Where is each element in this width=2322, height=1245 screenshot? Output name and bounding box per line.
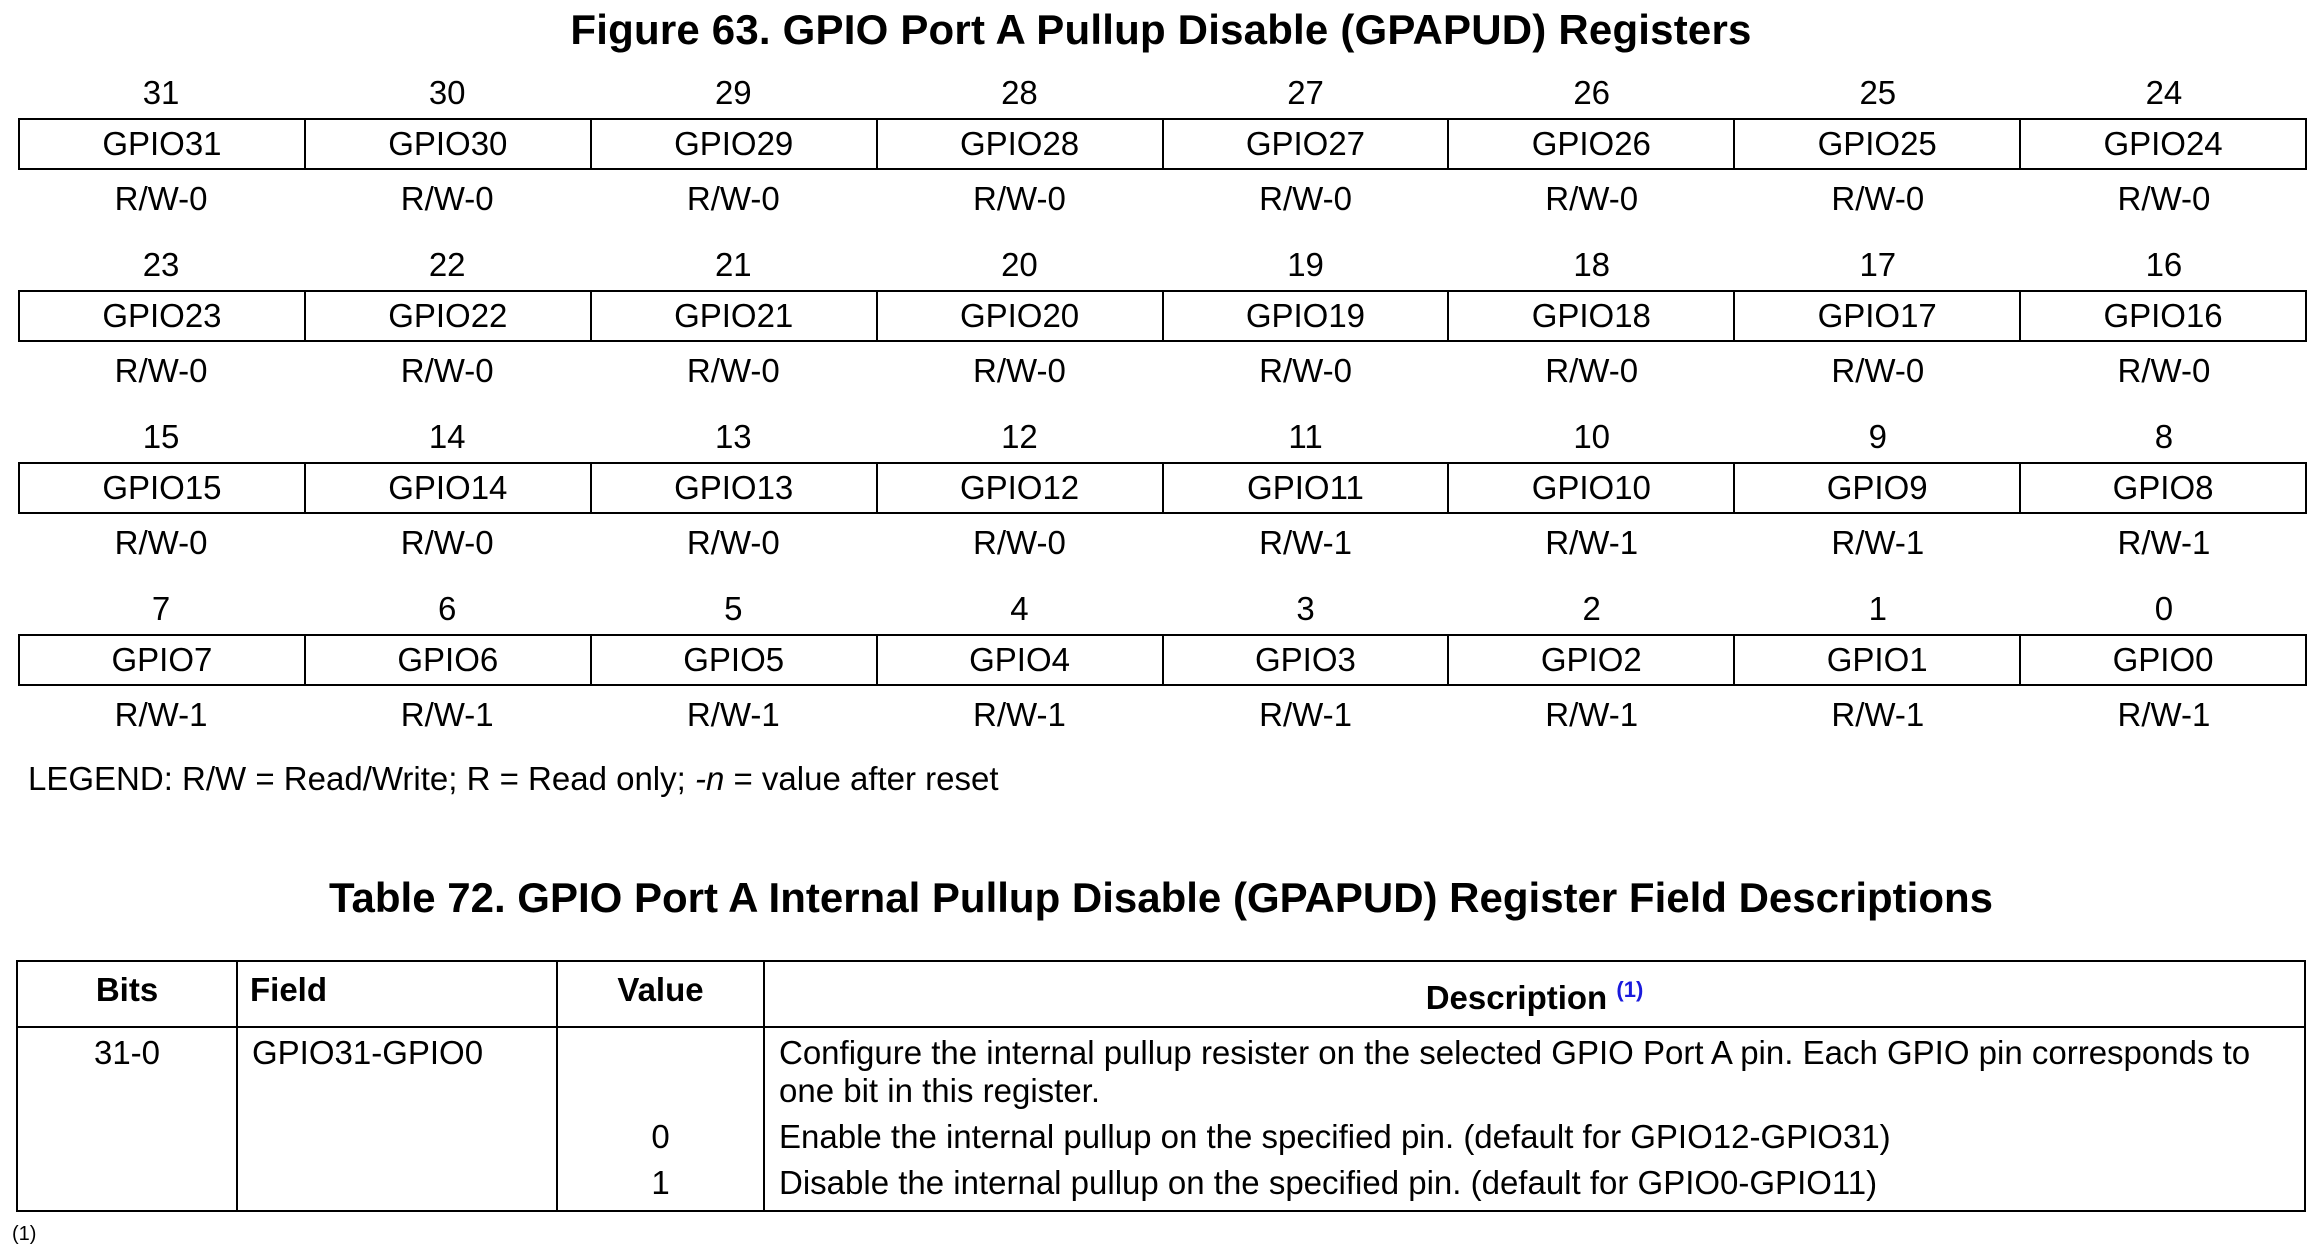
access-type-cell: R/W-0	[1831, 352, 1925, 389]
bit-number-cell: 8	[2154, 418, 2174, 455]
bit-number-cell: 10	[1573, 418, 1611, 455]
field-name-row	[18, 462, 2307, 514]
cell-field: GPIO31-GPIO0	[237, 1027, 557, 1114]
field-name-cell: GPIO14	[304, 464, 590, 512]
bit-number-cell: 0	[2154, 590, 2174, 627]
bit-number-cell: 2	[1582, 590, 1601, 627]
table-row	[17, 1160, 2305, 1211]
bit-number-cell: 1	[1868, 590, 1887, 627]
legend-suffix: = value after reset	[724, 760, 999, 797]
field-name-cell: GPIO2	[1447, 636, 1733, 684]
access-type-cell: R/W-1	[1831, 524, 1925, 561]
bit-number-cell: 19	[1287, 246, 1324, 283]
access-type-cell: R/W-1	[2117, 696, 2211, 733]
access-type-cell: R/W-0	[686, 180, 780, 217]
register-row-group	[18, 240, 2307, 400]
field-name-cell: GPIO22	[304, 292, 590, 340]
footnote-ref-link[interactable]: (1)	[1616, 977, 1644, 1002]
field-name-row	[18, 290, 2307, 342]
access-type-cell: R/W-0	[1831, 180, 1925, 217]
access-type-cell: R/W-1	[1831, 696, 1925, 733]
table-row	[17, 1027, 2305, 1114]
field-name-cell: GPIO6	[304, 636, 590, 684]
field-name-cell: GPIO16	[2019, 292, 2305, 340]
field-name-row	[18, 634, 2307, 686]
bit-number-row	[18, 584, 2307, 634]
field-name-cell: GPIO12	[876, 464, 1162, 512]
field-name-cell: GPIO18	[1447, 292, 1733, 340]
bit-number-cell: 3	[1296, 590, 1315, 627]
bit-number-cell: 6	[438, 590, 457, 627]
access-type-cell: R/W-0	[1259, 180, 1353, 217]
field-name-cell: GPIO7	[111, 641, 213, 678]
bit-number-cell: 27	[1287, 74, 1324, 111]
bit-number-cell: 14	[428, 418, 466, 455]
register-row-group	[18, 412, 2307, 572]
field-name-cell: GPIO5	[590, 636, 876, 684]
bit-number-cell: 5	[724, 590, 743, 627]
cell-bits	[17, 1160, 237, 1211]
access-type-cell: R/W-0	[972, 180, 1066, 217]
field-name-cell: GPIO9	[1733, 464, 2019, 512]
bit-number-cell: 9	[1868, 418, 1887, 455]
access-type-cell: R/W-1	[2117, 524, 2211, 561]
field-name-cell: GPIO24	[2019, 120, 2305, 168]
field-name-cell: GPIO25	[1733, 120, 2019, 168]
cell-field	[237, 1160, 557, 1211]
header-field: Field	[237, 961, 557, 1027]
access-type-cell: R/W-0	[1545, 180, 1639, 217]
access-type-cell: R/W-0	[400, 180, 494, 217]
access-type-cell: R/W-0	[400, 352, 494, 389]
field-name-cell: GPIO28	[876, 120, 1162, 168]
access-type-cell: R/W-0	[972, 352, 1066, 389]
table-title: Table 72. GPIO Port A Internal Pullup Disable (GPAPUD) Register Field Descriptions	[329, 874, 1993, 921]
bit-number-cell: 13	[714, 418, 752, 455]
bit-number-cell: 23	[142, 246, 180, 283]
access-type-row	[18, 342, 2307, 400]
field-name-cell: GPIO19	[1162, 292, 1448, 340]
field-name-row	[18, 118, 2307, 170]
figure-title: Figure 63. GPIO Port A Pullup Disable (GPAPUD) Registers	[570, 6, 1752, 53]
table-row	[17, 1114, 2305, 1160]
field-name-cell: GPIO29	[590, 120, 876, 168]
access-type-row	[18, 514, 2307, 572]
bit-number-cell: 21	[714, 246, 752, 283]
access-type-cell: R/W-0	[114, 352, 208, 389]
bit-number-cell: 29	[714, 74, 752, 111]
field-name-cell: GPIO20	[876, 292, 1162, 340]
header-description	[764, 961, 2305, 1027]
field-name-cell: GPIO1	[1733, 636, 2019, 684]
access-type-cell: R/W-1	[686, 696, 780, 733]
cell-value: 1	[557, 1160, 764, 1211]
access-type-row	[18, 170, 2307, 228]
field-name-cell: GPIO21	[590, 292, 876, 340]
access-type-cell: R/W-1	[1259, 524, 1353, 561]
table-header-row	[17, 961, 2305, 1027]
bit-number-row	[18, 412, 2307, 462]
field-descriptions-table	[16, 960, 2306, 1212]
access-type-cell: R/W-0	[686, 524, 780, 561]
access-type-cell: R/W-0	[686, 352, 780, 389]
cell-value: 0	[557, 1114, 764, 1160]
header-description-label: Description	[1425, 979, 1608, 1016]
field-name-cell: GPIO8	[2019, 464, 2305, 512]
bit-number-cell: 22	[428, 246, 466, 283]
bit-number-row	[18, 68, 2307, 118]
cell-field	[237, 1114, 557, 1160]
bit-number-cell: 25	[1859, 74, 1897, 111]
bit-number-cell: 30	[428, 74, 466, 111]
field-name-cell: GPIO17	[1733, 292, 2019, 340]
access-type-cell: R/W-0	[972, 524, 1066, 561]
cell-bits	[17, 1114, 237, 1160]
access-type-cell: R/W-1	[114, 696, 208, 733]
cell-bits: 31-0	[17, 1027, 237, 1114]
field-name-cell: GPIO11	[1162, 464, 1448, 512]
access-type-cell: R/W-1	[1545, 696, 1639, 733]
bit-number-cell: 4	[1010, 590, 1029, 627]
access-type-row	[18, 686, 2307, 744]
bit-number-cell: 26	[1573, 74, 1611, 111]
bit-number-cell: 15	[142, 418, 180, 455]
cell-description: Enable the internal pullup on the specified pin. (default for GPIO12-GPIO31)	[764, 1114, 2305, 1160]
access-type-cell: R/W-0	[1545, 352, 1639, 389]
bit-number-cell: 28	[1001, 74, 1038, 111]
bit-number-cell: 17	[1859, 246, 1897, 283]
bit-number-cell: 31	[142, 74, 180, 111]
access-type-cell: R/W-1	[400, 696, 494, 733]
register-row-group	[18, 584, 2307, 744]
field-name-cell: GPIO31	[102, 125, 222, 162]
access-type-cell: R/W-0	[1259, 352, 1353, 389]
cell-description: Disable the internal pullup on the specified pin. (default for GPIO0-GPIO11)	[764, 1160, 2305, 1211]
access-type-cell: R/W-1	[972, 696, 1066, 733]
access-type-cell: R/W-0	[2117, 180, 2211, 217]
legend-italic: -n	[694, 760, 725, 797]
access-type-cell: R/W-0	[114, 524, 208, 561]
field-name-cell: GPIO26	[1447, 120, 1733, 168]
bit-number-cell: 7	[151, 590, 171, 627]
field-name-cell: GPIO0	[2019, 636, 2305, 684]
access-type-cell: R/W-0	[2117, 352, 2211, 389]
field-name-cell: GPIO13	[590, 464, 876, 512]
access-type-cell: R/W-1	[1545, 524, 1639, 561]
legend	[28, 760, 999, 798]
field-name-cell: GPIO23	[102, 297, 222, 334]
field-name-cell: GPIO27	[1162, 120, 1448, 168]
cell-value	[557, 1027, 764, 1114]
access-type-cell: R/W-1	[1259, 696, 1353, 733]
bit-number-cell: 24	[2145, 74, 2183, 111]
bit-number-cell: 11	[1288, 418, 1323, 455]
field-name-cell: GPIO3	[1162, 636, 1448, 684]
header-value: Value	[557, 961, 764, 1027]
register-row-group	[18, 68, 2307, 228]
bit-number-cell: 12	[1001, 418, 1038, 455]
bit-number-cell: 18	[1573, 246, 1611, 283]
bit-number-row	[18, 240, 2307, 290]
field-name-cell: GPIO4	[876, 636, 1162, 684]
cell-description: Configure the internal pullup resister on the selected GPIO Port A pin. Each GPIO pin corresponds to one bit in this register.	[764, 1027, 2305, 1114]
access-type-cell: R/W-0	[400, 524, 494, 561]
access-type-cell: R/W-0	[114, 180, 208, 217]
field-name-cell: GPIO15	[102, 469, 222, 506]
field-name-cell: GPIO30	[304, 120, 590, 168]
bit-number-cell: 16	[2145, 246, 2183, 283]
bit-number-cell: 20	[1001, 246, 1038, 283]
footnote-marker: (1)	[12, 1223, 37, 1245]
header-bits: Bits	[17, 961, 237, 1027]
legend-prefix: LEGEND: R/W = Read/Write; R = Read only;	[28, 760, 695, 797]
field-name-cell: GPIO10	[1447, 464, 1733, 512]
